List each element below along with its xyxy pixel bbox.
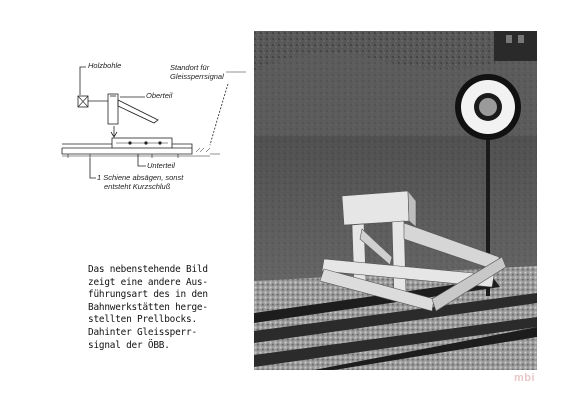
watermark: mbi — [514, 372, 536, 384]
label-oberteil: Oberteil — [146, 91, 173, 100]
caption-text — [88, 264, 248, 352]
label-schiene-line-1: 1 Schiene absägen, sonst — [97, 173, 184, 182]
label-schiene-line-2: entsteht Kurzschluß — [104, 182, 171, 191]
photo-prellbock — [254, 31, 537, 370]
label-standort-line-2: Gleissperrsignal — [170, 72, 224, 81]
caption-line: Bahnwerkstätten herge- — [88, 301, 208, 313]
caption-line: zeigt eine andere Aus- — [88, 276, 208, 288]
caption-line: stellten Prellbocks. — [88, 314, 197, 326]
caption-line: signal der ÖBB. — [88, 339, 170, 351]
label-standort-line-1: Standort für — [170, 63, 210, 72]
label-unterteil: Unterteil — [147, 161, 175, 170]
caption-line: führungsart des in den — [88, 289, 208, 301]
caption-line: Das nebenstehende Bild — [88, 264, 208, 275]
label-holzbohle: Holzbohle — [88, 61, 122, 70]
photo-illustration — [254, 31, 537, 370]
technical-sketch — [50, 40, 250, 210]
caption-line: Dahinter Gleissperr- — [88, 326, 197, 338]
